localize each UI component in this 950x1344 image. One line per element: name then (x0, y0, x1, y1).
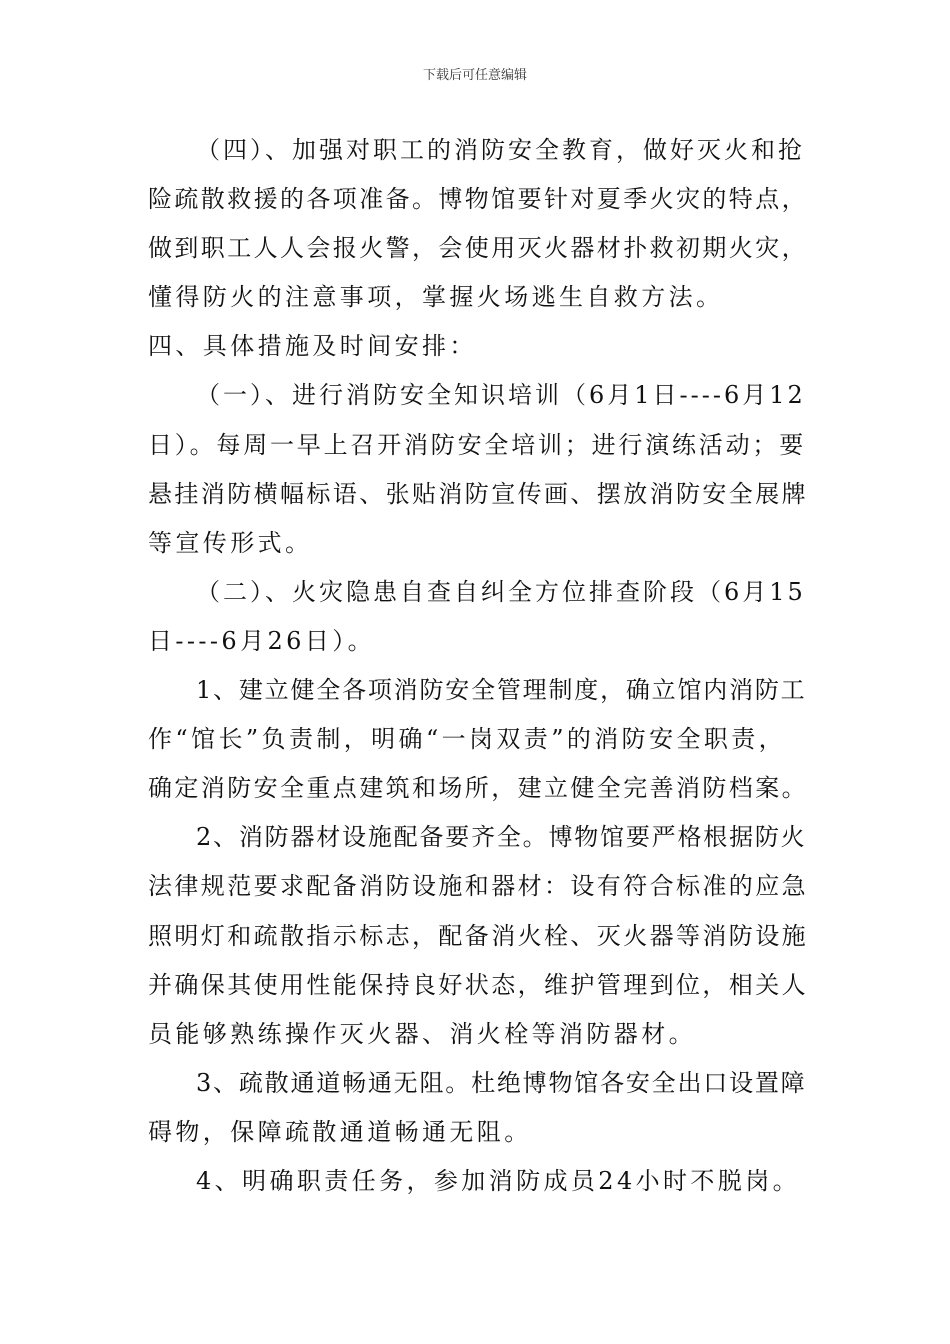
paragraph-line: （四）、加强对职工的消防安全教育，做好灭火和抢 (196, 136, 805, 164)
paragraph-line: 3、疏散通道畅通无阻。杜绝博物馆各安全出口设置障 (196, 1068, 807, 1097)
paragraph-line: （二）、火灾隐患自查自纠全方位排查阶段（6月15 (196, 577, 806, 606)
page-header: 下载后可任意编辑 (422, 68, 527, 83)
paragraph-line: 悬挂消防横幅标语、张贴消防宣传画、摆放消防安全展牌 (148, 479, 808, 508)
paragraph-line: 并确保其使用性能保持良好状态，维护管理到位，相关人 (148, 970, 808, 999)
paragraph-line: 法律规范要求配备消防设施和器材：设有符合标准的应急 (148, 872, 808, 901)
paragraph-line: 险疏散救援的各项准备。博物馆要针对夏季火灾的特点， (148, 185, 808, 214)
paragraph-line: 4、明确职责任务，参加消防成员24小时不脱岗。 (196, 1166, 801, 1195)
paragraph-line: 做到职工人人会报火警，会使用灭火器材扑救初期火灾， (148, 234, 808, 263)
paragraph-line: 1、建立健全各项消防安全管理制度，确立馆内消防工 (196, 676, 807, 705)
document-body (148, 126, 808, 1206)
paragraph-line: 确定消防安全重点建筑和场所，建立健全完善消防档案。 (148, 774, 808, 803)
paragraph-line: 2、消防器材设施配备要齐全。博物馆要严格根据防火 (196, 823, 807, 852)
paragraph-line: 等宣传形式。 (148, 528, 313, 557)
paragraph-line: 作“馆长”负责制，明确“一岗双责”的消防安全职责， (148, 725, 787, 754)
paragraph-line: （一）、进行消防安全知识培训（6月1日----6月12 (196, 381, 806, 410)
paragraph-line: 日）。每周一早上召开消防安全培训；进行演练活动；要 (148, 430, 806, 459)
paragraph-line: 照明灯和疏散指示标志，配备消火栓、灭火器等消防设施 (148, 921, 808, 950)
paragraph-line: 懂得防火的注意事项，掌握火场逃生自救方法。 (148, 283, 724, 312)
paragraph-line: 员能够熟练操作灭火器、消火栓等消防器材。 (148, 1019, 696, 1048)
paragraph-line: 碍物，保障疏散通道畅通无阻。 (148, 1117, 532, 1146)
paragraph-line: 日----6月26日）。 (148, 626, 376, 655)
section-heading: 四、具体措施及时间安排： (148, 332, 477, 361)
